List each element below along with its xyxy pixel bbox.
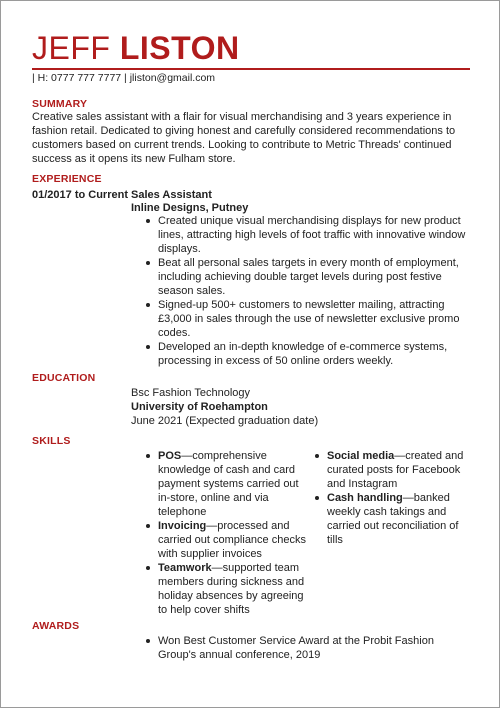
skill-name: Cash handling bbox=[327, 492, 403, 504]
list-item: Created unique visual merchandising displays for new product lines, attracting high levels of foot traffic with innovative window displays. bbox=[144, 214, 474, 256]
skill-name: Invoicing bbox=[158, 520, 207, 532]
list-item bbox=[144, 449, 306, 519]
skill-name: Social media bbox=[327, 450, 395, 462]
job-dates: 01/2017 to Current bbox=[32, 189, 128, 201]
summary-text: Creative sales assistant with a flair for visual merchandising and 3 years experience in fashion retail. Dedicated to giving honest and carefully considered recommendations to customers based on current trends. Looking to contribute to Metric Threads' continued success as it opens its new Fulham store. bbox=[32, 111, 456, 165]
list-item: Signed-up 500+ customers to newsletter mailing, attracting £3,000 in sales through the use of newsletter exclusive promo codes. bbox=[144, 298, 474, 340]
skill-desc: —comprehensive knowledge of cash and card payment systems carried out in-store, online and via telephone bbox=[158, 450, 299, 518]
experience-heading: EXPERIENCE bbox=[32, 173, 102, 185]
header-divider bbox=[32, 68, 470, 70]
skill-name: Teamwork bbox=[158, 562, 212, 574]
education-heading: EDUCATION bbox=[32, 372, 96, 384]
candidate-name bbox=[32, 31, 240, 65]
skill-desc: —created and curated posts for Facebook and Instagram bbox=[327, 450, 464, 490]
awards-list bbox=[144, 634, 474, 662]
education-school: University of Roehampton bbox=[131, 401, 268, 413]
skills-list-right bbox=[313, 449, 471, 547]
skills-list-left bbox=[144, 449, 306, 617]
list-item bbox=[313, 449, 471, 491]
skill-desc: —banked weekly cash takings and carried out reconciliation of tills bbox=[327, 492, 459, 546]
list-item bbox=[144, 561, 306, 617]
first-name: JEFF bbox=[32, 30, 111, 66]
list-item bbox=[313, 491, 471, 547]
education-degree: Bsc Fashion Technology bbox=[131, 387, 251, 399]
list-item bbox=[144, 519, 306, 561]
awards-heading: AWARDS bbox=[32, 620, 80, 632]
list-item: Beat all personal sales targets in every month of employment, including achieving double target levels during post festive season sales. bbox=[144, 256, 474, 298]
list-item: Won Best Customer Service Award at the Probit Fashion Group's annual conference, 2019 bbox=[144, 634, 474, 662]
summary-heading: SUMMARY bbox=[32, 98, 88, 110]
contact-line: | H: 0777 777 7777 | jliston@gmail.com bbox=[32, 72, 216, 84]
list-item: Developed an in-depth knowledge of e-commerce systems, processing in excess of 50 online orders weekly. bbox=[144, 340, 474, 368]
last-name: LISTON bbox=[119, 30, 240, 66]
skill-desc: —supported team members during sickness and holiday absences by agreeing to help cover shifts bbox=[158, 562, 305, 616]
job-title: Sales Assistant bbox=[131, 189, 212, 201]
skill-name: POS bbox=[158, 450, 182, 462]
skills-heading: SKILLS bbox=[32, 435, 71, 447]
job-bullet-list bbox=[144, 214, 474, 368]
education-date: June 2021 (Expected graduation date) bbox=[131, 415, 319, 427]
skill-desc: —processed and carried out compliance checks with supplier invoices bbox=[158, 520, 306, 560]
job-company: Inline Designs, Putney bbox=[131, 202, 249, 214]
